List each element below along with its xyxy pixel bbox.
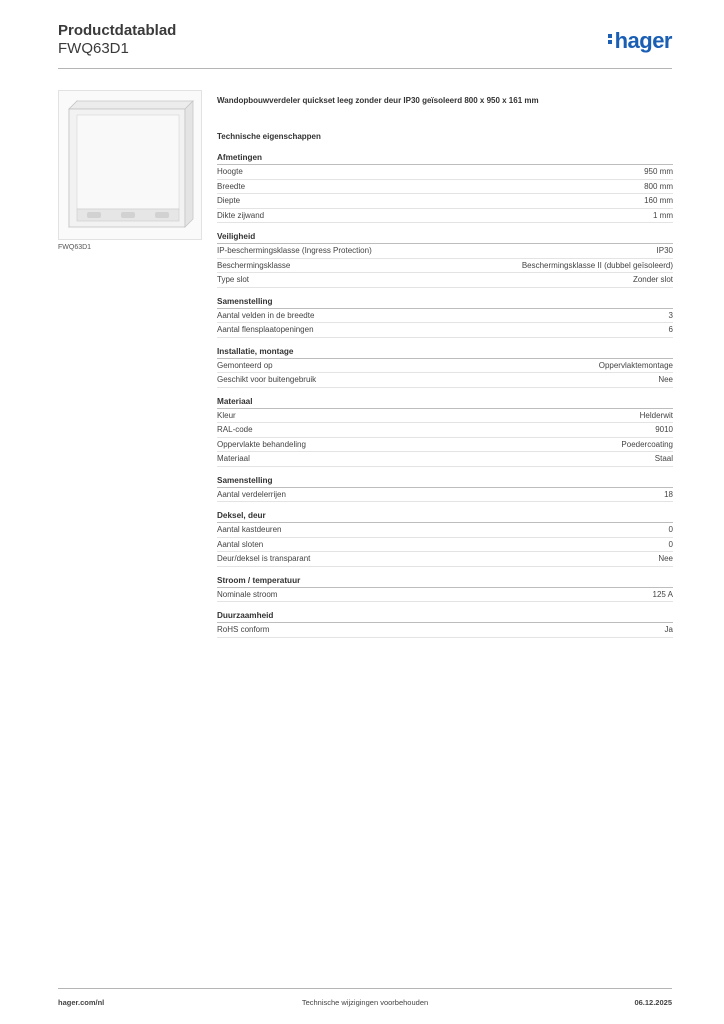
- spec-section: [217, 396, 673, 467]
- spec-label: Aantal sloten: [217, 539, 264, 549]
- spec-value: Poedercoating: [621, 439, 673, 449]
- page-header: [58, 22, 672, 70]
- logo-text: hager: [614, 28, 672, 53]
- spec-sections: [217, 152, 673, 638]
- hager-logo: [608, 28, 672, 54]
- spec-row: [217, 209, 673, 224]
- spec-label: Geschikt voor buitengebruik: [217, 375, 317, 384]
- spec-row: [217, 273, 673, 288]
- image-caption: FWQ63D1: [58, 244, 92, 251]
- spec-section: [217, 346, 673, 388]
- section-title: Afmetingen: [217, 152, 673, 165]
- section-title: Veiligheid: [217, 231, 673, 244]
- spec-label: Diepte: [217, 196, 241, 205]
- spec-value: 3: [668, 310, 673, 320]
- spec-row: [217, 259, 673, 274]
- spec-row: [217, 452, 673, 467]
- spec-row: [217, 194, 673, 209]
- spec-value: Ja: [664, 625, 673, 634]
- spec-row: [217, 180, 673, 195]
- spec-section: [217, 231, 673, 288]
- spec-section: [217, 152, 673, 223]
- product-description: Wandopbouwverdeler quickset leeg zonder deur IP30 geïsoleerd 800 x 950 x 161 mm: [217, 96, 539, 105]
- spec-value: Zonder slot: [632, 275, 673, 284]
- spec-label: Nominale stroom: [217, 589, 278, 599]
- document-title: Productdatablad: [58, 22, 177, 39]
- section-title: Deksel, deur: [217, 510, 673, 523]
- logo-dots-icon: [608, 32, 613, 46]
- spec-label: Aantal verdelerrijen: [217, 489, 286, 499]
- spec-value: Nee: [658, 375, 673, 384]
- spec-label: Aantal flensplaatopeningen: [217, 325, 314, 334]
- spec-label: Aantal kastdeuren: [217, 525, 282, 534]
- spec-label: Beschermingsklasse: [217, 260, 291, 270]
- spec-row: [217, 323, 673, 338]
- spec-section: [217, 510, 673, 567]
- spec-value: Beschermingsklasse II (dubbel geïsoleerd): [521, 260, 673, 270]
- spec-label: RoHS conform: [217, 625, 270, 634]
- spec-value: 6: [668, 325, 673, 334]
- product-image: [58, 90, 202, 240]
- spec-label: Hoogte: [217, 167, 243, 176]
- spec-label: Materiaal: [217, 454, 250, 463]
- spec-value: 1 mm: [653, 210, 673, 220]
- spec-row: [217, 623, 673, 638]
- section-title: Installatie, montage: [217, 346, 673, 359]
- section-title: Samenstelling: [217, 475, 673, 488]
- spec-row: [217, 373, 673, 388]
- spec-row: [217, 552, 673, 567]
- spec-label: Type slot: [217, 275, 250, 284]
- spec-value: 0: [668, 525, 673, 534]
- spec-section: [217, 610, 673, 638]
- section-title: Materiaal: [217, 396, 673, 409]
- spec-section: [217, 296, 673, 338]
- spec-section: [217, 575, 673, 603]
- spec-label: IP-beschermingsklasse (Ingress Protection): [217, 246, 372, 255]
- spec-row: [217, 244, 673, 259]
- spec-row: [217, 588, 673, 603]
- spec-value: 800 mm: [644, 181, 673, 191]
- spec-label: Kleur: [217, 410, 236, 420]
- spec-row: [217, 165, 673, 180]
- spec-value: 0: [668, 539, 673, 549]
- spec-value: 9010: [655, 425, 673, 434]
- spec-value: Nee: [658, 554, 673, 563]
- distribution-board-illustration: [59, 91, 201, 239]
- spec-row: [217, 488, 673, 503]
- spec-row: [217, 309, 673, 324]
- spec-label: Gemonteerd op: [217, 360, 273, 370]
- spec-row: [217, 523, 673, 538]
- spec-label: Aantal velden in de breedte: [217, 310, 315, 320]
- spec-label: Oppervlakte behandeling: [217, 439, 306, 449]
- spec-value: IP30: [656, 246, 673, 255]
- tech-properties-title: Technische eigenschappen: [217, 132, 321, 141]
- spec-value: Oppervlaktemontage: [598, 360, 673, 370]
- spec-row: [217, 409, 673, 424]
- spec-label: Deur/deksel is transparant: [217, 554, 311, 563]
- section-title: Samenstelling: [217, 296, 673, 309]
- spec-row: [217, 359, 673, 374]
- spec-value: 18: [664, 489, 673, 499]
- footer-date: 06.12.2025: [634, 998, 672, 1007]
- spec-content: [217, 96, 673, 646]
- header-divider: [58, 68, 672, 69]
- footer-divider: [58, 988, 672, 989]
- product-code: FWQ63D1: [58, 40, 129, 57]
- spec-label: Dikte zijwand: [217, 210, 265, 220]
- spec-section: [217, 475, 673, 503]
- section-title: Stroom / temperatuur: [217, 575, 673, 588]
- footer-notice: Technische wijzigingen voorbehouden: [301, 998, 429, 1007]
- footer-website: hager.com/nl: [58, 998, 105, 1007]
- spec-value: 160 mm: [644, 196, 673, 205]
- spec-value: Staal: [654, 454, 673, 463]
- spec-value: Helderwit: [639, 410, 673, 420]
- spec-value: 950 mm: [644, 167, 673, 176]
- section-title: Duurzaamheid: [217, 610, 673, 623]
- spec-label: RAL-code: [217, 425, 253, 434]
- spec-value: 125 A: [652, 589, 673, 599]
- spec-label: Breedte: [217, 181, 246, 191]
- spec-row: [217, 438, 673, 453]
- spec-row: [217, 538, 673, 553]
- spec-row: [217, 423, 673, 438]
